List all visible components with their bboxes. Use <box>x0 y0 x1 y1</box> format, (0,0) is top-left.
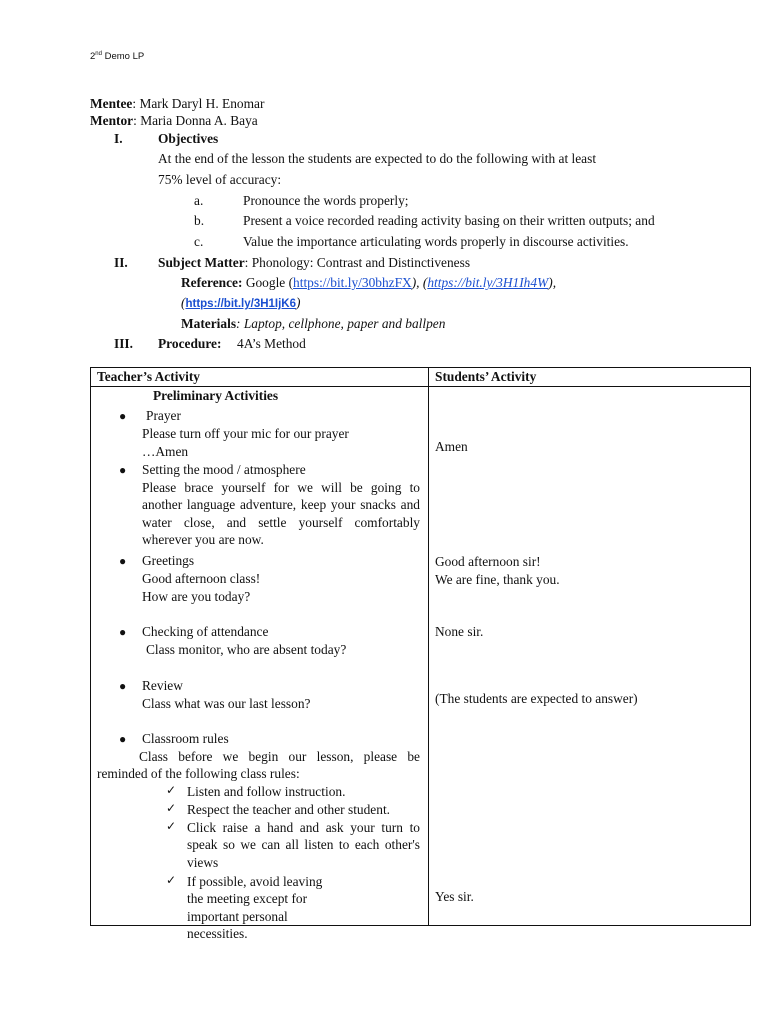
objective-c-marker: c. <box>194 234 204 249</box>
procedure-numeral: III. <box>114 336 133 351</box>
mentor-label: Mentor <box>90 113 134 128</box>
subject-line <box>158 255 470 271</box>
reference-link-3[interactable]: https://bit.ly/3H1IjK6 <box>185 298 297 310</box>
bullet-icon: ● <box>119 625 127 639</box>
checkmark-icon: ✓ <box>166 873 177 887</box>
response-rules: Yes sir. <box>435 889 474 904</box>
prayer-title: Prayer <box>146 408 181 423</box>
response-attendance: None sir. <box>435 624 484 639</box>
reference-link-1[interactable]: https://bit.ly/30bhzFX <box>293 275 412 290</box>
rules-title: Classroom rules <box>142 731 229 746</box>
bullet-icon: ● <box>119 554 127 568</box>
checkmark-icon: ✓ <box>166 783 177 797</box>
materials-line <box>181 316 445 332</box>
header-number: 2 <box>90 51 96 63</box>
document-header <box>90 51 144 63</box>
materials-value: : Laptop, cellphone, paper and ballpen <box>236 316 446 331</box>
response-greetings-1: Good afternoon sir! <box>435 554 541 569</box>
review-title: Review <box>142 678 183 693</box>
attendance-title: Checking of attendance <box>142 624 269 639</box>
mentor-value: : Maria Donna A. Baya <box>133 113 258 128</box>
subject-value: : Phonology: Contrast and Distinctiveness <box>244 255 471 270</box>
preliminary-heading: Preliminary Activities <box>153 388 279 403</box>
header-label: Demo LP <box>101 51 145 63</box>
rule-item: Respect the teacher and other student. <box>187 802 391 817</box>
procedure-value: 4A’s Method <box>237 336 306 351</box>
objective-a-text: Pronounce the words properly; <box>243 193 409 208</box>
prayer-line-1: Please turn off your mic for our prayer <box>142 426 349 441</box>
activity-table <box>90 367 751 942</box>
reference-separator-1: ), ( <box>411 275 428 290</box>
rule-item: If possible, avoid leaving the meeting except for important personal necessities. <box>187 874 323 942</box>
prayer-line-2: …Amen <box>142 444 189 459</box>
response-greetings-2: We are fine, thank you. <box>435 572 560 587</box>
rule-item: Listen and follow instruction. <box>187 784 346 799</box>
mentor-line <box>90 113 258 129</box>
mood-title: Setting the mood / atmosphere <box>142 462 306 477</box>
mentee-label: Mentee <box>90 96 133 111</box>
greetings-title: Greetings <box>142 553 195 568</box>
procedure-title: Procedure: <box>158 336 222 351</box>
reference-separator-2: ), <box>548 275 557 290</box>
response-amen: Amen <box>435 439 468 454</box>
mood-text: Please brace yourself for we will be going to another language adventure, keep your snacks and water close, and settle yourself comfortably wherever you are now. <box>142 480 420 548</box>
rule-item: Click raise a hand and ask your turn to speak so we can all listen to each other's views <box>187 820 420 870</box>
students-activity-header: Students’ Activity <box>435 369 537 384</box>
reference-link-2[interactable]: https://bit.ly/3H1Ih4W <box>427 275 549 290</box>
bullet-icon: ● <box>119 409 127 423</box>
header-superscript: nd <box>95 51 102 57</box>
reference-source: Google ( <box>242 275 294 290</box>
bullet-icon: ● <box>119 732 127 746</box>
objectives-numeral: I. <box>114 131 123 146</box>
review-line-1: Class what was our last lesson? <box>142 696 311 711</box>
greetings-line-1: Good afternoon class! <box>142 571 261 586</box>
objectives-intro-line-2: 75% level of accuracy: <box>158 172 282 187</box>
objective-b-text: Present a voice recorded reading activity basing on their written outputs; and <box>243 213 655 228</box>
reference-label: Reference: <box>181 275 243 290</box>
objectives-intro-line-1: At the end of the lesson the students are expected to do the following with at least <box>158 151 597 166</box>
materials-label: Materials <box>181 316 237 331</box>
reference-open-paren: ( <box>181 295 186 310</box>
response-review: (The students are expected to answer) <box>435 691 638 706</box>
checkmark-icon: ✓ <box>166 819 177 833</box>
greetings-line-2: How are you today? <box>142 589 251 604</box>
objectives-title: Objectives <box>158 131 219 146</box>
rules-intro: Class before we begin our lesson, please be reminded of the following class rules: <box>97 749 420 782</box>
subject-numeral: II. <box>114 255 128 270</box>
reference-line-2 <box>181 295 300 312</box>
subject-title: Subject Matter <box>158 255 245 270</box>
table-column-divider <box>428 368 429 925</box>
bullet-icon: ● <box>119 463 127 477</box>
objective-a-marker: a. <box>194 193 204 208</box>
mentee-value: : Mark Daryl H. Enomar <box>132 96 265 111</box>
reference-close-paren: ) <box>296 295 301 310</box>
bullet-icon: ● <box>119 679 127 693</box>
reference-line <box>181 275 556 291</box>
mentee-line <box>90 96 264 112</box>
objective-b-marker: b. <box>194 213 205 228</box>
teacher-activity-header: Teacher’s Activity <box>97 369 201 384</box>
checkmark-icon: ✓ <box>166 801 177 815</box>
objective-c-text: Value the importance articulating words properly in discourse activities. <box>243 234 629 249</box>
attendance-line-1: Class monitor, who are absent today? <box>146 642 347 657</box>
